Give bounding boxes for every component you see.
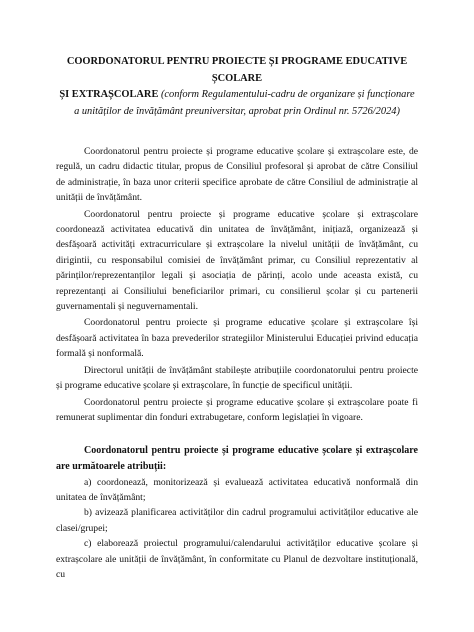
list-item: c) elaborează proiectul programului/calendarului activităților educative școlare și extrașcolare ale unității de învățământ, în conformitate cu Planul de dezvoltare instituțională, cu [56,538,418,580]
list-item: b) avizează planificarea activităților din cadrul programului activităților educative ale clasei/grupei; [56,507,418,534]
paragraph: Coordonatorul pentru proiecte și programe educative școlare și extrașcolare este, de regulă, un cadru didactic titular, propus de Consiliul profesoral și aprobat de către Consiliul de administrație, în baza unor criterii specifice aprobate de către Consiliul de administrație al unității de învățământ. [56,146,418,204]
title-subtitle: (conform Regulamentului-cadru de organizare și funcționare a unităților de învățământ preuniversitar, aprobat prin Ordinul nr. 5726/2024) [74,89,415,117]
section-heading: Coordonatorul pentru proiecte și programe educative școlare și extrașcolare are următoarele atribuții: [56,445,418,472]
title-line-2-bold: ȘI EXTRAȘCOLARE [59,89,159,100]
spacer [56,426,418,443]
document-title [56,54,418,120]
title-line-1: COORDONATORUL PENTRU PROIECTE ȘI PROGRAME EDUCATIVE ȘCOLARE [66,56,408,84]
paragraph: Coordonatorul pentru proiecte și programe educative școlare și extrașcolare poate fi remunerat suplimentar din fonduri extrabugetare, conform legislației în vigoare. [56,396,418,423]
paragraph: Coordonatorul pentru proiecte și programe educative școlare și extrașcolare coordonează activitatea educativă din unitatea de învățământ, inițiază, organizează și desfășoară activități extracurriculare și extrașcolare la nivelul unității de învățământ, cu dirigintii, cu responsabilul comisiei de învățământ primar, cu Consiliul reprezentativ al părinților/reprezentanților legali și asociația de părinți, acolo unde aceasta există, cu reprezentanți ai Consiliului beneficiarilor primari, cu consilierul școlar și cu partenerii guvernamentali și neguvernamentali. [56,208,418,313]
paragraph: Coordonatorul pentru proiecte și programe educative școlare și extrașcolare își desfășoară activitatea în baza prevederilor strategiilor Ministerului Educației privind educația formală și nonformală. [56,317,418,360]
title-line-2 [56,87,418,120]
paragraph: Directorul unității de învățământ stabilește atribuțiile coordonatorului pentru proiecte și programe educative școlare și extrașcolare, în funcție de specificul unității. [56,364,418,392]
list-item: a) coordonează, monitorizează și evaluează activitatea educativă nonformală din unitatea de învățământ; [56,476,418,503]
